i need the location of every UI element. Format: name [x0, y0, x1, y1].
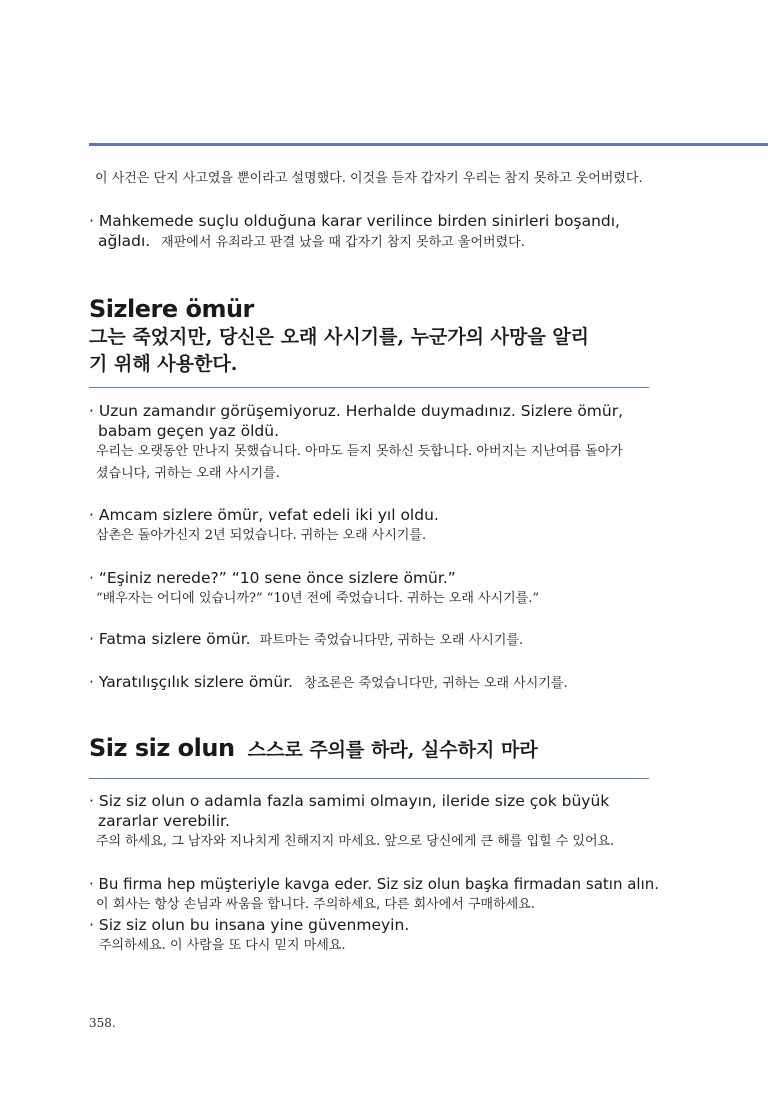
subtitle-line: 기 위해 사용한다. — [89, 353, 238, 375]
example-item — [89, 629, 664, 652]
example-korean: 삼촌은 돌아가신지 2년 되었습니다. 귀하는 오래 사시기를. — [96, 528, 427, 543]
intro-example — [89, 211, 689, 254]
example-korean: 셨습니다, 귀하는 오래 사시기를. — [96, 466, 280, 481]
example-turkish: · Siz siz olun o adamla fazla samimi olmayın, ileride size çok büyük — [89, 792, 610, 810]
section-heading-siz-siz-olun — [89, 734, 689, 764]
example-item — [89, 505, 664, 547]
example-turkish-continued — [89, 231, 689, 254]
example-item — [89, 568, 664, 610]
example-korean: 주의 하세요, 그 남자와 지나치게 친해지지 마세요. 앞으로 당신에게 큰 해를 입힐 수 있어요. — [96, 834, 615, 849]
example-item — [89, 874, 689, 916]
top-divider — [89, 143, 768, 146]
example-item — [89, 672, 664, 695]
example-turkish-continued: zararlar verebilir. — [98, 812, 230, 830]
example-korean: 재판에서 유죄라고 판결 났을 때 갑자기 참지 못하고 울어버렸다. — [161, 235, 525, 250]
section-divider — [89, 778, 649, 779]
example-turkish: · Uzun zamandır görüşemiyoruz. Herhalde duymadınız. Sizlere ömür, — [89, 402, 624, 420]
section-subtitle-sizlere-omur — [89, 324, 649, 378]
top-korean-line: 이 사건은 단지 사고였을 뿐이라고 설명했다. 이것을 듣자 갑자기 우리는 참지 못하고 웃어버렸다. — [95, 171, 643, 186]
example-korean: 파트마는 죽었습니다만, 귀하는 오래 사시기를. — [259, 633, 524, 648]
subtitle-line: 그는 죽었지만, 당신은 오래 사시기를, 누군가의 사망을 알리 — [89, 326, 590, 348]
example-turkish: · Mahkemede suçlu olduğuna karar verilince birden sinirleri boşandı, — [89, 212, 620, 230]
example-korean: 창조론은 죽었습니다만, 귀하는 오래 사시기를. — [304, 676, 568, 691]
example-korean: “배우자는 어디에 있습니까?” “10년 전에 죽었습니다. 귀하는 오래 사시기를.” — [96, 591, 540, 606]
example-item — [89, 915, 664, 957]
section-title-siz-siz-olun: Siz siz olun — [89, 734, 235, 762]
section-subtitle-siz-siz-olun: 스스로 주의를 하라, 실수하지 마라 — [247, 739, 538, 761]
example-turkish: · Fatma sizlere ömür. — [89, 630, 251, 648]
example-korean: 이 회사는 항상 손님과 싸움을 합니다. 주의하세요, 다른 회사에서 구매하세요. — [96, 897, 535, 912]
section-divider — [89, 387, 649, 388]
example-korean: 주의하세요. 이 사람을 또 다시 믿지 마세요. — [99, 938, 346, 953]
example-item — [89, 401, 659, 485]
page-number: 358. — [89, 1016, 116, 1030]
example-turkish: · “Eşiniz nerede?” “10 sene önce sizlere ömür.” — [89, 569, 456, 587]
section-title-sizlere-omur: Sizlere ömür — [89, 295, 254, 323]
example-turkish-tail: ağladı. — [98, 232, 151, 250]
example-turkish: · Siz siz olun bu insana yine güvenmeyin. — [89, 916, 410, 934]
example-korean: 우리는 오랫동안 만나지 못했습니다. 아마도 듣지 못하신 듯합니다. 아버지는 지난여름 돌아가 — [96, 444, 623, 459]
example-item — [89, 791, 659, 853]
example-turkish: · Bu firma hep müşteriyle kavga eder. Siz siz olun başka firmadan satın alın. — [89, 875, 660, 893]
example-turkish: · Amcam sizlere ömür, vefat edeli iki yıl oldu. — [89, 506, 439, 524]
example-turkish-continued: babam geçen yaz öldü. — [98, 422, 279, 440]
example-turkish: · Yaratılışçılık sizlere ömür. — [89, 673, 294, 691]
